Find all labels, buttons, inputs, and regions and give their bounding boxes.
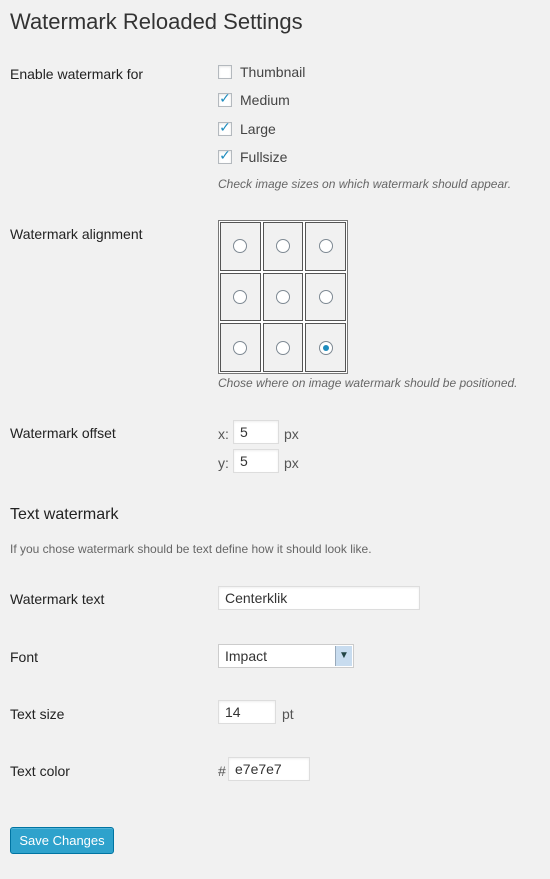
offset-y-label: y: [218, 455, 229, 471]
check-icon: ✓ [219, 119, 231, 135]
watermark-text-input[interactable] [218, 586, 420, 610]
offset-x-input[interactable] [233, 420, 279, 444]
radio-bottom-right[interactable] [319, 341, 333, 355]
alignment-cell-top-center[interactable] [263, 222, 304, 271]
text-size-input[interactable] [218, 700, 276, 724]
thumbnail-label: Thumbnail [240, 64, 306, 80]
offset-y-unit: px [284, 455, 299, 471]
large-label: Large [240, 121, 276, 137]
alignment-cell-middle-right[interactable] [305, 273, 346, 322]
chevron-down-icon[interactable]: ▼ [335, 646, 352, 666]
checkbox-row-large[interactable] [218, 119, 276, 139]
check-icon: ✓ [219, 147, 231, 163]
offset-x-label: x: [218, 426, 229, 442]
medium-checkbox[interactable] [218, 90, 232, 107]
alignment-cell-bottom-left[interactable] [220, 323, 261, 372]
radio-top-right[interactable] [319, 239, 333, 253]
radio-top-center[interactable] [276, 239, 290, 253]
offset-x-unit: px [284, 426, 299, 442]
save-changes-button[interactable]: Save Changes [10, 827, 114, 854]
font-select-value: Impact [225, 648, 268, 664]
alignment-cell-middle-left[interactable] [220, 273, 261, 322]
text-size-unit: pt [282, 706, 294, 722]
alignment-cell-top-right[interactable] [305, 222, 346, 271]
checkbox-row-medium[interactable] [218, 90, 290, 110]
text-color-input[interactable] [228, 757, 310, 781]
text-size-label: Text size [10, 706, 65, 722]
text-color-label: Text color [10, 763, 70, 779]
alignment-label: Watermark alignment [10, 226, 143, 242]
offset-y-input[interactable] [233, 449, 279, 473]
page-title: Watermark Reloaded Settings [10, 9, 303, 34]
fullsize-label: Fullsize [240, 149, 288, 165]
alignment-note: Chose where on image watermark should be positioned. [218, 376, 518, 390]
font-label: Font [10, 649, 39, 665]
checkbox-row-fullsize[interactable] [218, 147, 287, 167]
alignment-cell-top-left[interactable] [220, 222, 261, 271]
fullsize-checkbox[interactable] [218, 147, 232, 164]
radio-middle-center[interactable] [276, 290, 290, 304]
alignment-cell-middle-center[interactable] [263, 273, 304, 322]
enable-watermark-label: Enable watermark for [10, 66, 144, 82]
enable-note: Check image sizes on which watermark should appear. [218, 177, 512, 191]
checkbox-row-thumbnail[interactable] [218, 62, 305, 82]
text-watermark-title: Text watermark [10, 506, 119, 523]
font-select[interactable] [218, 644, 354, 668]
medium-label: Medium [240, 92, 290, 108]
check-icon: ✓ [219, 90, 231, 106]
alignment-cell-bottom-right[interactable] [305, 323, 346, 372]
radio-top-left[interactable] [233, 239, 247, 253]
radio-bottom-left[interactable] [233, 341, 247, 355]
alignment-grid [218, 220, 348, 374]
radio-middle-left[interactable] [233, 290, 247, 304]
text-watermark-description: If you chose watermark should be text define how it should look like. [10, 542, 372, 556]
large-checkbox[interactable] [218, 119, 232, 136]
radio-bottom-center[interactable] [276, 341, 290, 355]
thumbnail-checkbox[interactable] [218, 65, 232, 79]
text-color-prefix: # [218, 763, 226, 779]
alignment-cell-bottom-center[interactable] [263, 323, 304, 372]
offset-label: Watermark offset [10, 425, 116, 441]
watermark-text-label: Watermark text [10, 591, 105, 607]
radio-middle-right[interactable] [319, 290, 333, 304]
